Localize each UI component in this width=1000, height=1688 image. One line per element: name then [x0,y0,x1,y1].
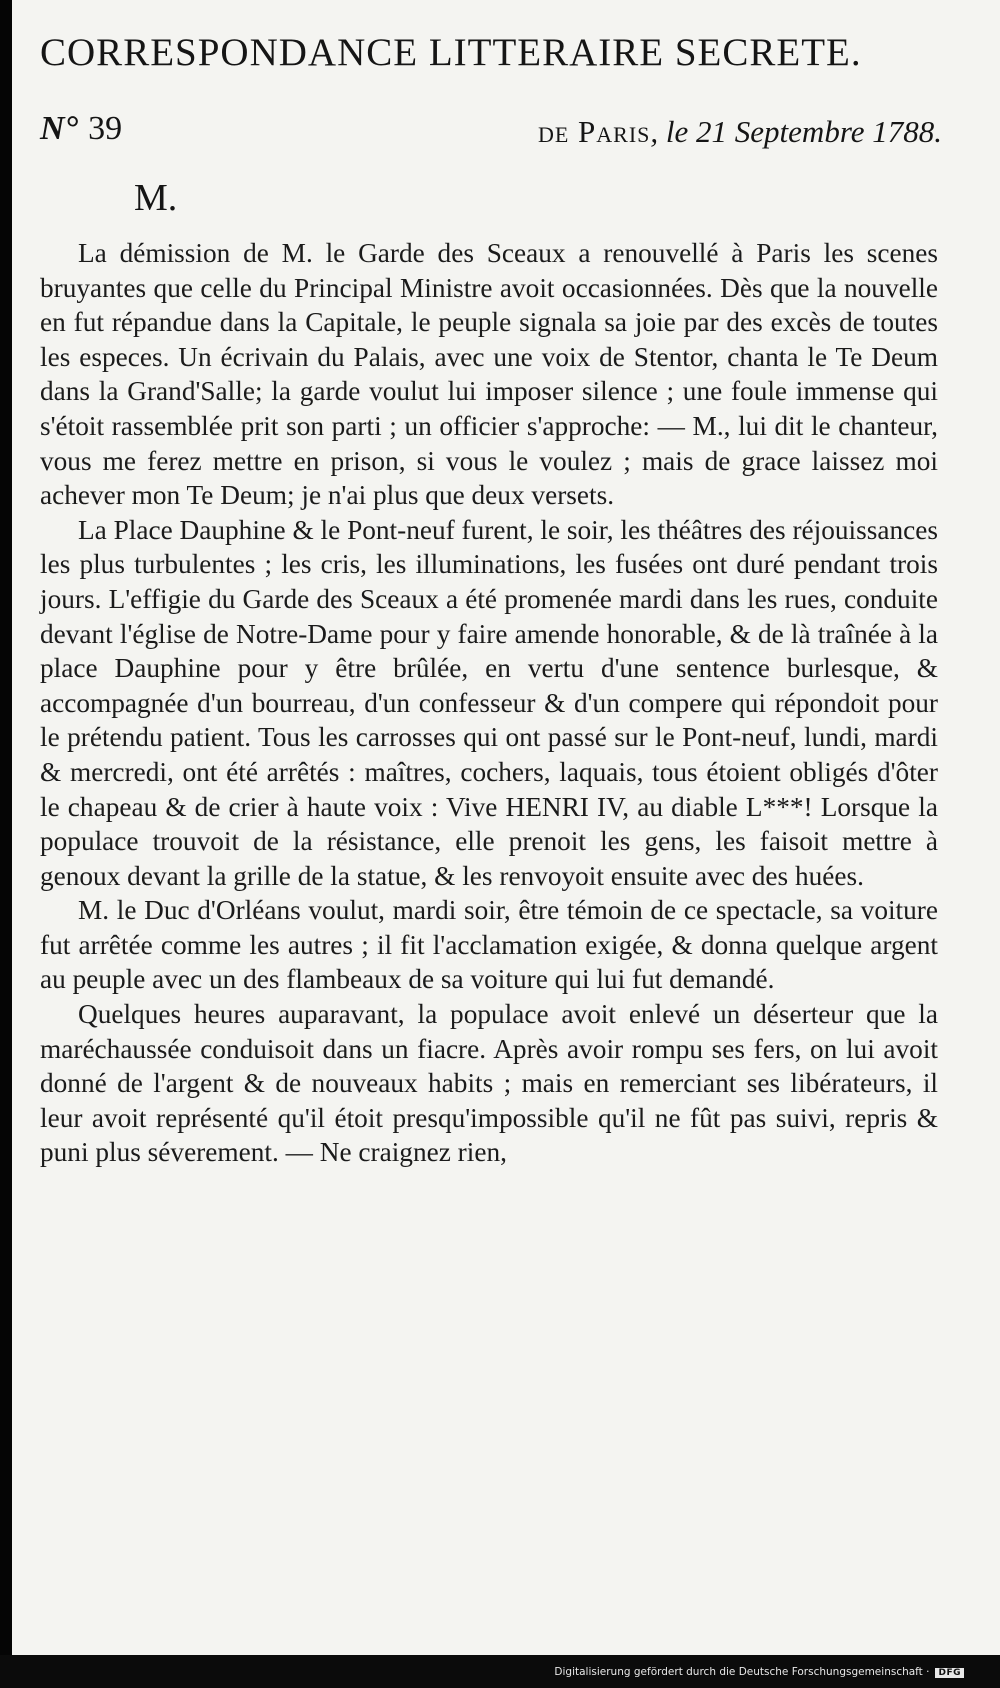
paragraph-3: M. le Duc d'Orléans voulut, mardi soir, être témoin de ce spectacle, sa voiture fut arrêtée comme les autres ; il fit l'acclamation exigée, & donna quelque argent au peuple avec un des flambeaux de sa voiture qui lui fut demandé. [40,895,938,995]
dateline-place: de Paris [537,114,651,149]
issue-number-prefix: N° [40,110,79,147]
dateline-date: , le 21 Septembre 1788. [650,114,942,149]
salutation: M. [134,177,178,219]
paragraph-4: Quelques heures auparavant, la populace avoit enlevé un déserteur que la maréchaussée conduisoit dans un fiacre. Après avoir rompu ses fers, on lui avoit donné de l'argent & de nouveaux habits ; mais en remerciant ses libérateurs, il leur avoit représenté qu'il étoit presqu'impossible qu'il ne fût pas suivi, repris & puni plus séverement. — Ne craignez rien, [40,999,938,1168]
document-page [12,0,1000,1655]
paragraph-1: La démission de M. le Garde des Sceaux a renouvellé à Paris les scenes bruyantes que celle du Principal Ministre avoit occasionnées. Dès que la nouvelle en fut répandue dans la Capitale, le peuple signala sa joie par des excès de toutes les especes. Un écrivain du Palais, avec une voix de Stentor, chanta le Te Deum dans la Grand'Salle; la garde voulut lui imposer silence ; une foule immense qui s'étoit rassemblée prit son parti ; un officier s'approche: — M., lui dit le chanteur, vous me ferez mettre en prison, si vous le voulez ; mais de grace laissez moi achever mon Te Deum; je n'ai plus que deux versets. [40,238,938,511]
credit-text: Digitalisierung gefördert durch die Deutsche Forschungsgemeinschaft · [554,1666,930,1678]
letter-body [40,236,938,1170]
scan-left-border [0,0,12,1688]
digitization-credit [554,1666,964,1678]
dateline [538,114,942,150]
issue-number-value: 39 [88,110,123,147]
masthead-title: CORRESPONDANCE LITTERAIRE SECRETE. [40,31,862,74]
dfg-logo: DFG [935,1668,964,1678]
issue-number [40,110,122,148]
paragraph-2: La Place Dauphine & le Pont-neuf furent, le soir, les théâtres des réjouissances les plus turbulentes ; les cris, les illuminations, les fusées ont duré pendant trois jours. L'effigie du Garde des Sceaux a été promenée mardi dans les rues, conduite devant l'église de Notre-Dame pour y faire amende honorable, & de là traînée à la place Dauphine pour y être brûlée, en vertu d'une sentence burlesque, & accompagnée d'un bourreau, d'un confesseur & d'un compere qui répondoit pour le prétendu patient. Tous les carrosses qui ont passé sur le Pont-neuf, lundi, mardi & mercredi, ont été arrêtés : maîtres, cochers, laquais, tous étoient obligés d'ôter le chapeau & de crier à haute voix : Vive HENRI IV, au diable L***! Lorsque la populace trouvoit de la résistance, elle prenoit les gens, les faisoit mettre à genoux devant la grille de la statue, & les renvoyoit ensuite avec des huées. [40,514,938,891]
